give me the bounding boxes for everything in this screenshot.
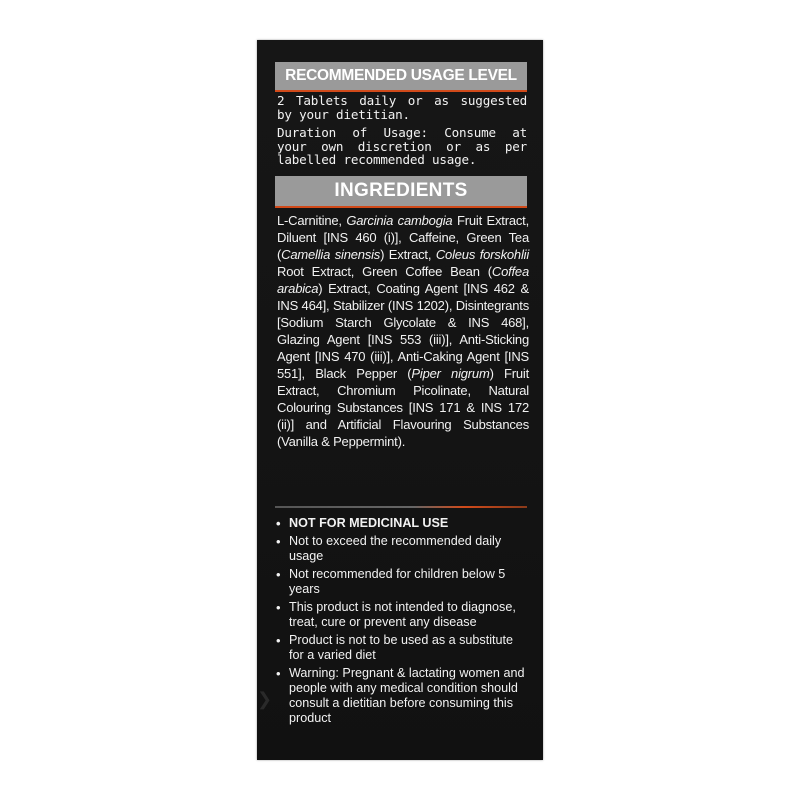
usage-duration-text: Duration of Usage: Consume at your own discretion or as per labelled recommended usage. (277, 125, 527, 167)
ingredient-italic: Coleus forskohlii (435, 247, 530, 262)
ingredient-italic: Coffea arabica (277, 264, 529, 296)
list-item: • Not to exceed the recommended daily usage (275, 534, 529, 564)
ingredients-text: L-Carnitine, Garcinia cambogia Fruit Extract, Diluent [INS 460 (i)], Caffeine, Green Tea (Camellia sinensis) Extract, Coleus forskohlii Root Extract, Green Coffee Bean (Coffea arabica) Extract, Coating Agent [INS 462 & INS 464], Stabilizer (INS 1202), Disintegrants [Sodium Starch Glycolate & INS 468], Glazing Agent [INS 553 (iii)], Anti-Sticking Agent [INS 470 (iii)], Anti-Caking Agent [INS 551], Black Pepper (Piper nigrum) Fruit Extract, Chromium Picolinate, Natural Colouring Substances [INS 171 & INS 172 (ii)] and Artificial Flavouring Substances (Vanilla & Peppermint). (277, 213, 530, 449)
list-item: • Warning: Pregnant & lactating women and people with any medical condition should consult a dietitian before consuming this product (275, 666, 529, 726)
label-panel (257, 40, 543, 760)
list-item: • NOT FOR MEDICINAL USE (275, 516, 529, 531)
warnings-list (275, 516, 529, 729)
section-divider (275, 506, 527, 508)
chevron-right-icon: ❯ (257, 689, 273, 709)
usage-dosage-text: 2 Tablets daily or as suggested by your dietitian. (277, 93, 527, 122)
ingredient-italic: Garcinia cambogia (346, 213, 453, 228)
list-item: • Not recommended for children below 5 years (275, 567, 529, 597)
list-item: • This product is not intended to diagnose, treat, cure or prevent any disease (275, 600, 529, 630)
usage-heading: RECOMMENDED USAGE LEVEL (275, 62, 527, 92)
ingredient-italic: Camellia sinensis (281, 247, 381, 262)
list-item: • Product is not to be used as a substitute for a varied diet (275, 633, 529, 663)
ingredient-italic: Piper nigrum (411, 366, 490, 381)
ingredients-heading: INGREDIENTS (275, 176, 527, 208)
